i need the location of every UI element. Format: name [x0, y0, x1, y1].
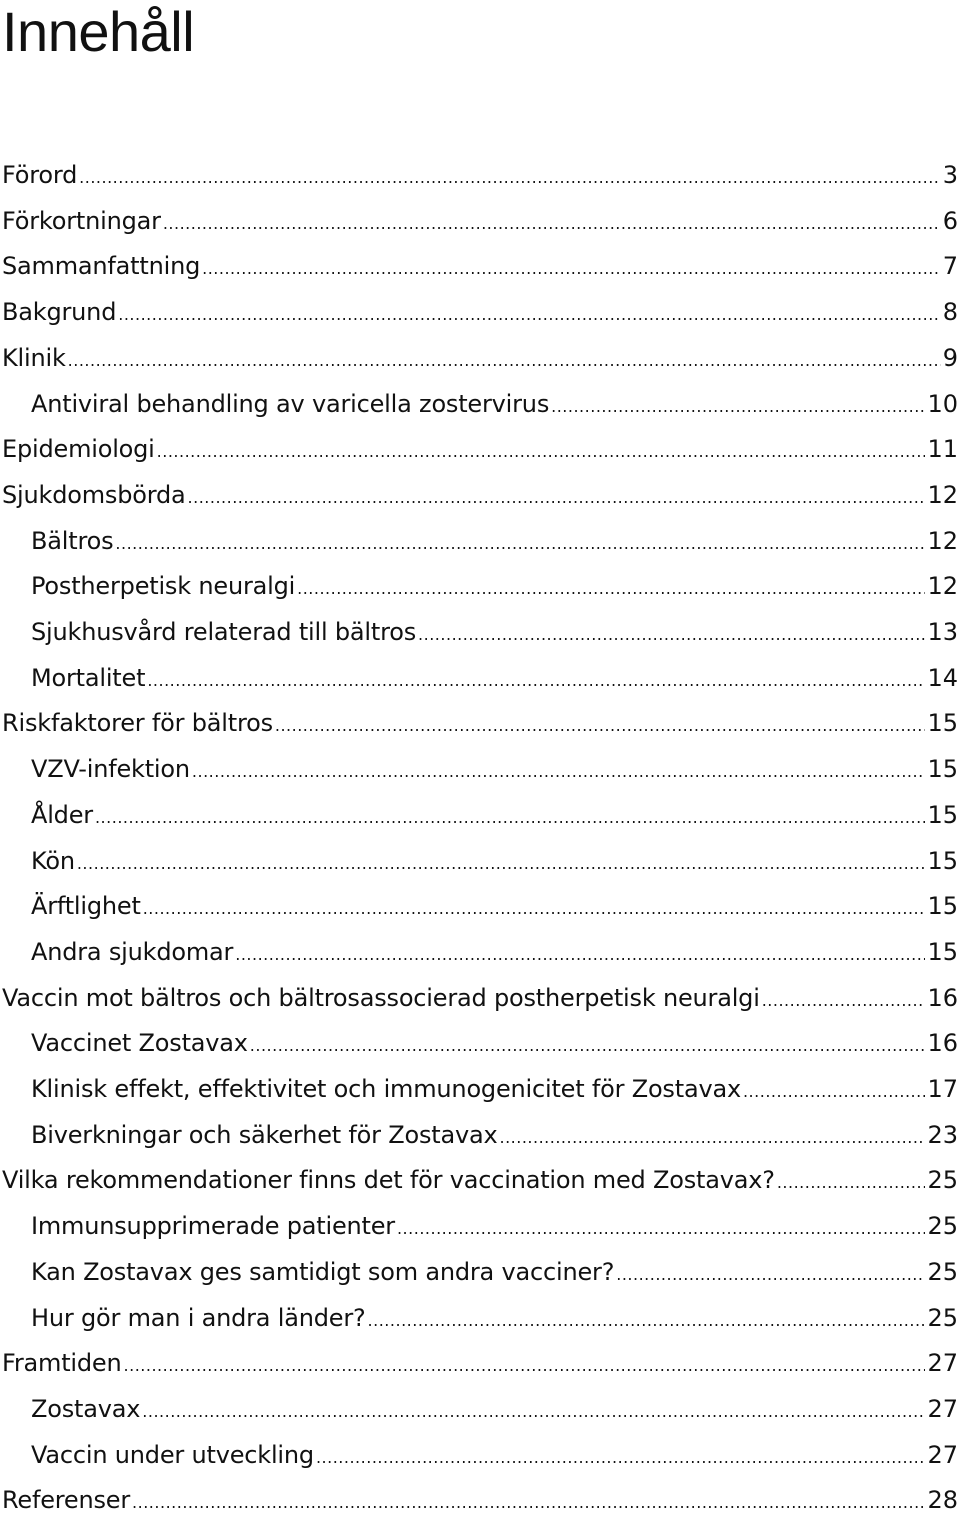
toc-entry[interactable]	[0, 289, 960, 335]
toc-entry[interactable]	[0, 883, 960, 929]
toc-entry-title: Kön	[31, 846, 75, 875]
toc-entry-title: Zostavax	[31, 1394, 141, 1423]
toc-page-number: 12	[927, 572, 958, 601]
toc-page-number: 25	[927, 1212, 958, 1241]
toc-entry-title: Epidemiologi	[2, 435, 155, 464]
toc-entry[interactable]	[0, 1203, 960, 1249]
toc-dot-leader	[551, 384, 925, 430]
toc-entry-title: Riskfaktorer för bältros	[2, 709, 273, 738]
toc-dot-leader	[192, 749, 926, 795]
toc-dot-leader	[115, 521, 925, 567]
toc-entry[interactable]	[0, 655, 960, 701]
toc-entry[interactable]	[0, 563, 960, 609]
toc-dot-leader	[762, 978, 926, 1024]
toc-dot-leader	[499, 1115, 925, 1161]
toc-dot-leader	[68, 338, 941, 384]
toc-dot-leader	[143, 886, 926, 932]
toc-page-number: 25	[927, 1257, 958, 1286]
toc-entry[interactable]	[0, 381, 960, 427]
toc-page-number: 14	[927, 663, 958, 692]
toc-dot-leader	[77, 841, 926, 887]
toc-page-number: 15	[927, 755, 958, 784]
toc-dot-leader	[124, 1343, 926, 1389]
toc-entry-title: VZV-infektion	[31, 755, 190, 784]
toc-page-number: 27	[927, 1440, 958, 1469]
toc-page-number: 28	[927, 1486, 958, 1515]
toc-entry[interactable]	[0, 1157, 960, 1203]
toc-entry-title: Förkortningar	[2, 206, 161, 235]
toc-entry-title: Referenser	[2, 1486, 131, 1515]
toc-entry[interactable]	[0, 1432, 960, 1478]
toc-dot-leader	[157, 429, 926, 475]
toc-entry-title: Hur gör man i andra länder?	[31, 1303, 366, 1332]
toc-entry-title: Mortalitet	[31, 663, 146, 692]
toc-page-number: 3	[942, 161, 958, 189]
toc-dot-leader	[397, 1206, 925, 1252]
toc-dot-leader	[368, 1298, 926, 1344]
toc-entry-title: Vilka rekommendationer finns det för vaccination med Zostavax?	[2, 1166, 775, 1195]
toc-entry[interactable]	[0, 700, 960, 746]
toc-page-number: 10	[927, 389, 958, 418]
toc-entry[interactable]	[0, 975, 960, 1021]
toc-dot-leader	[163, 201, 941, 247]
toc-page-number: 25	[927, 1303, 958, 1332]
toc-dot-leader	[95, 795, 925, 841]
toc-dot-leader	[188, 475, 926, 521]
toc-entry[interactable]	[0, 1386, 960, 1432]
toc-entry-title: Kan Zostavax ges samtidigt som andra vacciner?	[31, 1257, 615, 1286]
toc-entry[interactable]	[0, 1295, 960, 1341]
toc-dot-leader	[132, 1480, 925, 1526]
toc-page-number: 16	[927, 1029, 958, 1058]
toc-entry[interactable]	[0, 335, 960, 381]
toc-entry-title: Vaccinet Zostavax	[31, 1029, 248, 1058]
toc-dot-leader	[275, 703, 926, 749]
toc-entry-title: Framtiden	[2, 1349, 122, 1378]
toc-page-number: 15	[927, 800, 958, 829]
toc-page-number: 27	[927, 1349, 958, 1378]
toc-entry-title: Immunsupprimerade patienter	[31, 1212, 395, 1241]
toc-entry-title: Andra sjukdomar	[31, 937, 234, 966]
toc-entry-title: Biverkningar och säkerhet för Zostavax	[31, 1120, 498, 1149]
toc-page-number: 27	[927, 1394, 958, 1423]
toc-entry[interactable]	[0, 152, 960, 198]
toc-page-number: 7	[942, 252, 958, 281]
toc-dot-leader	[743, 1069, 925, 1115]
toc-page-number: 6	[942, 206, 958, 235]
toc-entry[interactable]	[0, 426, 960, 472]
toc-dot-leader	[118, 292, 940, 338]
toc-page-number: 8	[942, 298, 958, 327]
toc-entry-title: Antiviral behandling av varicella zostervirus	[31, 389, 550, 418]
toc-dot-leader	[250, 1023, 926, 1069]
toc-entry[interactable]	[0, 1112, 960, 1158]
toc-dot-leader	[297, 566, 925, 612]
toc-entry-title: Förord	[2, 161, 78, 189]
toc-dot-leader	[79, 155, 941, 201]
toc-entry[interactable]	[0, 746, 960, 792]
page-title: Innehåll	[2, 0, 195, 63]
toc-dot-leader	[777, 1160, 926, 1206]
toc-entry[interactable]	[0, 792, 960, 838]
toc-entry-title: Klinisk effekt, effektivitet och immunogenicitet för Zostavax	[31, 1075, 741, 1103]
toc-page-number: 23	[927, 1120, 958, 1149]
toc-entry[interactable]	[0, 1340, 960, 1386]
toc-page-number: 25	[927, 1166, 958, 1195]
toc-entry-title: Ärftlighet	[31, 892, 141, 921]
toc-entry-title: Bakgrund	[2, 298, 117, 327]
toc-page-number: 15	[927, 892, 958, 921]
toc-page-number: 15	[927, 846, 958, 875]
toc-entry-title: Sjukdomsbörda	[2, 480, 186, 509]
toc-page-number: 9	[942, 343, 958, 372]
toc-entry[interactable]	[0, 243, 960, 289]
toc-entry-title: Ålder	[31, 800, 93, 829]
toc-dot-leader	[142, 1389, 925, 1435]
toc-entry[interactable]	[0, 1066, 960, 1112]
toc-page-number: 12	[927, 480, 958, 509]
toc-page-number: 17	[927, 1075, 958, 1103]
toc-entry-title: Vaccin mot bältros och bältrosassocierad postherpetisk neuralgi	[2, 983, 760, 1012]
toc-entry[interactable]	[0, 198, 960, 244]
toc-dot-leader	[235, 932, 925, 978]
toc-page-number: 12	[927, 526, 958, 555]
toc-entry-title: Klinik	[2, 343, 66, 372]
toc-page-number: 13	[927, 618, 958, 646]
toc-entry[interactable]	[0, 609, 960, 655]
toc-page-number: 16	[927, 983, 958, 1012]
toc-dot-leader	[202, 246, 941, 292]
toc-entry[interactable]	[0, 472, 960, 518]
toc-page-number: 11	[927, 435, 958, 464]
toc-entry[interactable]	[0, 838, 960, 884]
toc-entry-title: Sjukhusvård relaterad till bältros	[31, 618, 417, 646]
toc-entry[interactable]	[0, 929, 960, 975]
toc-page-number: 15	[927, 937, 958, 966]
toc-page-number: 15	[927, 709, 958, 738]
toc-dot-leader	[418, 612, 925, 658]
toc-dot-leader	[616, 1252, 925, 1298]
toc-dot-leader	[147, 658, 925, 704]
toc-entry[interactable]	[0, 1477, 960, 1523]
toc-dot-leader	[316, 1435, 926, 1481]
toc-entry-title: Bältros	[31, 526, 114, 555]
toc-entry[interactable]	[0, 1249, 960, 1295]
toc-entry-title: Sammanfattning	[2, 252, 201, 281]
toc-entry-title: Postherpetisk neuralgi	[31, 572, 296, 601]
toc-entry[interactable]	[0, 1020, 960, 1066]
toc-entry[interactable]	[0, 518, 960, 564]
toc-entry-title: Vaccin under utveckling	[31, 1440, 314, 1469]
